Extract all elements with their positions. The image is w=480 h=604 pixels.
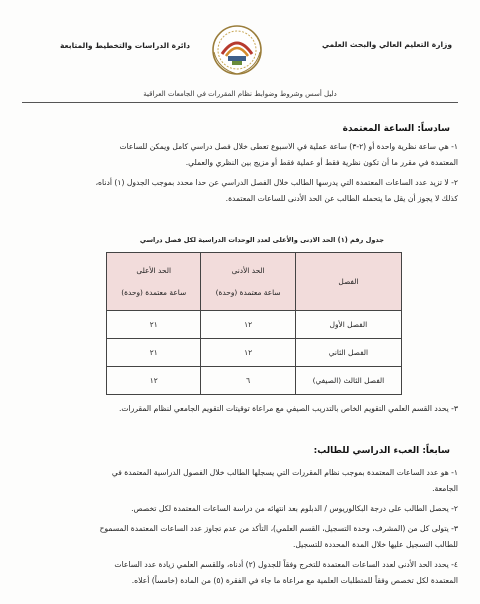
document-subtitle: دليل أسس وشروط وضوابط نظام المقررات في الجامعات العراقية bbox=[143, 90, 337, 98]
row-semester: الفصل الأول bbox=[295, 311, 401, 339]
paragraph-three: ٣- يحدد القسم العلمي التقويم الخاص بالتدريب الصيفي مع مراعاة توقيتات التقويم الجامعي لنظام المقررات. bbox=[118, 404, 458, 413]
section-seven-line-2: الجامعة. bbox=[432, 484, 458, 493]
section-seven-title: سابعاً: العبء الدراسي للطالب: bbox=[313, 446, 450, 456]
section-seven-line-5: للطالب التسجيل عليها خلال المدة المحددة للتسجيل. bbox=[292, 540, 458, 549]
section-seven-line-4: ٣- يتولى كل من (المشرف، وحدة التسجيل، القسم العلمي)، التأكد من عدم تجاوز عدد الساعات المعتمدة المسموح bbox=[99, 524, 458, 533]
section-seven-line-6: ٤- يحدد الحد الأدنى لعدد الساعات المعتمدة للتخرج وفقاً للجدول (٢) أدناه، وللقسم العلمي زيادة عدد الساعات bbox=[114, 560, 458, 569]
section-six-line-1: ١- هي ساعة نظرية واحدة أو (٢-٣) ساعة عملية في الاسبوع تعطى خلال فصل دراسي كامل ويمكن للساعات bbox=[119, 142, 458, 151]
table-row bbox=[107, 367, 402, 395]
section-six-line-4: كذلك لا يجوز أن يقل ما يتحمله الطالب عن الحد الأدنى للساعات المعتمدة. bbox=[225, 194, 458, 203]
table-row bbox=[107, 311, 402, 339]
row-minimum: ١٢ bbox=[201, 311, 295, 339]
row-minimum: ٦ bbox=[201, 367, 295, 395]
header-divider bbox=[22, 102, 458, 103]
section-seven-line-1: ١- هو عدد الساعات المعتمدة بموجب نظام المقررات التي يسجلها الطالب خلال الفصول الدراسية المعتمدة في bbox=[111, 468, 458, 477]
header-maximum-label: الحد الأعلى bbox=[136, 265, 171, 275]
header-semester: الفصل bbox=[295, 253, 401, 311]
section-six-title: سادساً: الساعة المعتمدة bbox=[342, 124, 450, 134]
header-minimum bbox=[201, 253, 295, 311]
directorate-name: دائرة الدراسات والتخطيط والمتابعة bbox=[60, 41, 190, 50]
table-header-row bbox=[107, 253, 402, 311]
row-maximum: ١٢ bbox=[107, 367, 201, 395]
ministry-name: وزارة التعليم العالي والبحث العلمي bbox=[321, 40, 452, 49]
row-minimum: ١٢ bbox=[201, 339, 295, 367]
header-minimum-unit: ساعة معتمدة (وحدة) bbox=[215, 287, 281, 297]
table-caption: جدول رقم (١) الحد الادنى والأعلى لعدد الوحدات الدراسية لكل فصل دراسي bbox=[139, 236, 384, 244]
table-row bbox=[107, 339, 402, 367]
row-maximum: ٢١ bbox=[107, 339, 201, 367]
section-seven-line-3: ٢- يحصل الطالب على درجة البكالوريوس / الدبلوم بعد انتهائه من دراسة الساعات المعتمدة لكل تخصص. bbox=[131, 504, 458, 513]
row-semester: الفصل الثاني bbox=[295, 339, 401, 367]
header-minimum-label: الحد الأدنى bbox=[231, 265, 265, 275]
header-maximum bbox=[107, 253, 201, 311]
section-seven-line-7: المعتمدة لكل تخصص وفقاً للمتطلبات العلمية مع مراعاة ما جاء في الفقرة (٥) من المادة (خامساً) أعلاه. bbox=[131, 576, 458, 585]
credit-hours-table bbox=[106, 252, 402, 395]
section-six-line-3: ٢- لا تزيد عدد الساعات المعتمدة التي يدرسها الطالب خلال الفصل الدراسي عن حدا محدد بموجب الجدول (١) أدناه، bbox=[95, 178, 458, 187]
section-six-line-2: المعتمدة في مقرر ما أن تكون نظرية فقط أو عملية فقط أو مزيج بين النظري والعملي. bbox=[185, 158, 458, 167]
header-maximum-unit: ساعة معتمدة (وحدة) bbox=[121, 287, 187, 297]
row-maximum: ٢١ bbox=[107, 311, 201, 339]
row-semester: الفصل الثالث (الصيفي) bbox=[295, 367, 401, 395]
university-logo-icon bbox=[208, 24, 266, 80]
